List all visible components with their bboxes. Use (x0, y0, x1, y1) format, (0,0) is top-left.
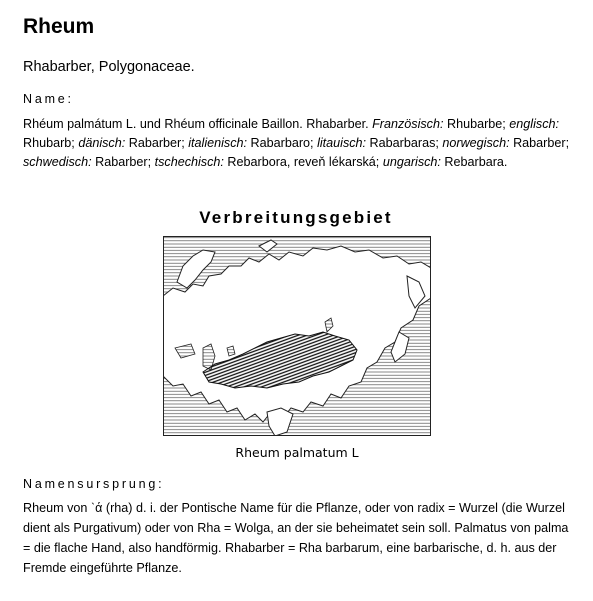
language-label: italienisch: (188, 136, 248, 150)
origin-section-label: Namensursprung: (23, 477, 165, 491)
language-label: ungarisch: (382, 155, 441, 169)
distribution-map (163, 236, 431, 436)
page-subtitle: Rhabarber, Polygonaceae. (23, 59, 195, 75)
name-text-segment: Rabarbaro; (247, 136, 318, 150)
name-text-segment: Rhéum palmátum L. und Rhéum officinale Baillon. Rhabarber. (23, 117, 373, 131)
language-label: englisch: (509, 117, 560, 131)
name-text-segment: Rabarber; (91, 155, 155, 169)
name-text-segment: Rabarber; (509, 136, 570, 150)
distribution-title: Verbreitungsgebiet (199, 208, 393, 227)
name-text-segment: Rabarbaras; (366, 136, 443, 150)
language-label: tschechisch: (154, 155, 224, 169)
page-title: Rheum (23, 15, 95, 38)
name-section-text (23, 115, 571, 172)
language-label: schwedisch: (23, 155, 92, 169)
map-caption: Rheum palmatum L (235, 445, 359, 460)
distribution-map-image (163, 236, 431, 436)
name-text-segment: Rhubarb; (23, 136, 79, 150)
name-text-segment: Rebarbara. (440, 155, 508, 169)
document-page (23, 14, 571, 575)
name-section-label: Name: (23, 92, 74, 106)
language-label: norwegisch: (442, 136, 510, 150)
name-text-segment: Rabarber; (125, 136, 189, 150)
name-text-segment: Rebarbora, reveň lékarská; (223, 155, 383, 169)
language-label: litauisch: (317, 136, 367, 150)
language-label: dänisch: (78, 136, 126, 150)
origin-section-text: Rheum von ˋά (rha) d. i. der Pontische Name für die Pflanze, oder von radix = Wurzel (die Wurzel dient als Purgativum) oder von Rha = Wolga, an der sie beheimatet sein soll. Palmatus von palma = die flache Hand, also handförmig. Rhabarber = Rha barbarum, eine barbarische, d. h. aus der Fremde eingeführte Pflanze. (23, 501, 569, 575)
name-text-segment: Rhubarbe; (443, 117, 510, 131)
language-label: Französisch: (372, 117, 444, 131)
